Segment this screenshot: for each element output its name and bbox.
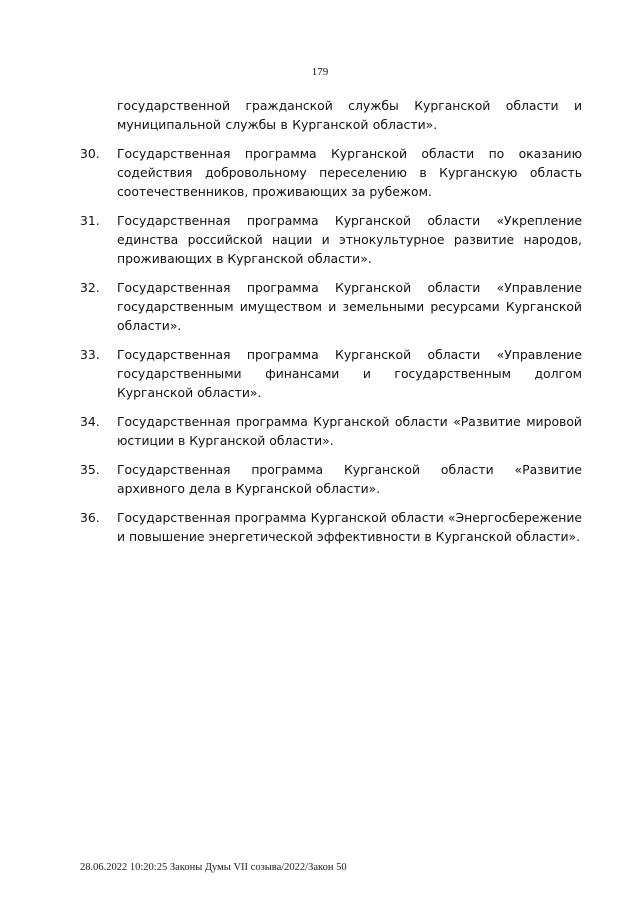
list-item-number: 31. (80, 213, 100, 228)
footer-stamp: 28.06.2022 10:20:25 Законы Думы VII созыва/2022/Закон 50 (80, 862, 347, 873)
list-item (80, 278, 582, 335)
list-item-number: 34. (80, 414, 100, 429)
list-item-text: Государственная программа Курганской области «Укрепление единства российской нации и этнокультурное развитие народов, проживающих в Курганской области». (117, 213, 582, 266)
list-item-number: 36. (80, 510, 100, 525)
list-item (80, 345, 582, 402)
list-item-number: 32. (80, 280, 100, 295)
list-item (80, 412, 582, 450)
document-body (80, 96, 582, 556)
list-item-number: 33. (80, 347, 100, 362)
list-item-text: Государственная программа Курганской области «Развитие мировой юстиции в Курганской области». (117, 414, 582, 448)
list-item-text: Государственная программа Курганской области «Развитие архивного дела в Курганской области». (117, 462, 582, 496)
continuation-paragraph: государственной гражданской службы Курганской области и муниципальной службы в Курганской области». (117, 98, 582, 132)
list-item (80, 211, 582, 268)
list-item-number: 30. (80, 146, 100, 161)
list-item (80, 144, 582, 201)
list-item-number: 35. (80, 462, 100, 477)
list-item-text: Государственная программа Курганской области по оказанию содействия добровольному переселению в Курганскую область соотечественников, проживающих за рубежом. (117, 146, 582, 199)
list-item-text: Государственная программа Курганской области «Управление государственными финансами и государственным долгом Курганской области». (117, 347, 582, 400)
list-item-text: Государственная программа Курганской области «Энергосбережение и повышение энергетической эффективности в Курганской области». (117, 510, 582, 544)
list-item-text: Государственная программа Курганской области «Управление государственным имуществом и земельными ресурсами Курганской области». (117, 280, 582, 333)
page-number: 179 (311, 66, 329, 78)
list-item (80, 508, 582, 546)
list-item (80, 460, 582, 498)
